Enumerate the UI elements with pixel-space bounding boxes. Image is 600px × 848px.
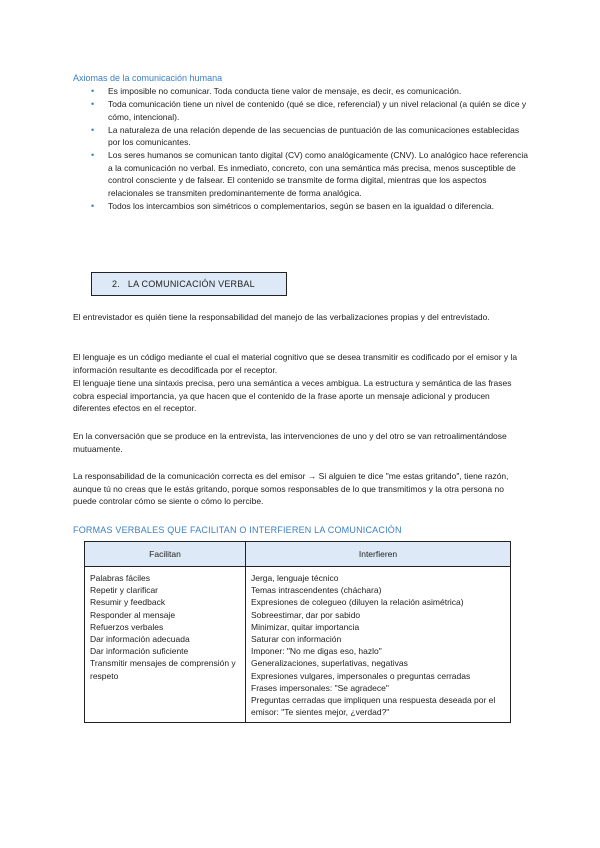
list-item: Temas intrascendentes (cháchara) [251, 585, 382, 596]
list-item [73, 200, 533, 213]
axiom-text: Toda comunicación tiene un nivel de contenido (qué se dice, referencial) y un nivel relacional (a quién se dice y cómo, intencional). [108, 99, 527, 122]
list-item: Dar información adecuada [90, 634, 190, 645]
axioms-list [73, 85, 533, 213]
list-item: Frases impersonales: "Se agradece" [251, 682, 389, 693]
axiom-text: Los seres humanos se comunican tanto digital (CV) como analógicamente (CNV). Lo analógico hace referencia a la comunicación no verbal. Es inmediato, concreto, con una semántica más precisa, menos susceptible de control consciente y de falsear. El contenido se transmite de forma digital, mientras que los aspectos relacionales se transmiten predominantemente de forma analógica. [108, 150, 529, 198]
list-item: Resumir y feedback [90, 597, 166, 608]
axiom-text: La naturaleza de una relación depende de las secuencias de puntuación de las comunicaciones establecidas por los comunicantes. [108, 124, 520, 147]
header-interfieren: Interfieren [246, 542, 511, 567]
bullet-icon: • [91, 86, 95, 96]
list-item [73, 149, 533, 199]
table-row [85, 567, 511, 723]
list-item: Preguntas cerradas que impliquen una respuesta deseada por el emisor: "Te sientes mejor, ¿verdad?" [251, 695, 496, 718]
axioms-title: Axiomas de la comunicación humana [73, 73, 223, 83]
list-item: Minimizar, quitar importancia [251, 621, 360, 632]
list-item: Repetir y clarificar [90, 585, 159, 596]
section-title: LA COMUNICACIÓN VERBAL [127, 278, 255, 289]
section-number: 2. [112, 278, 120, 289]
list-item: Expresiones vulgares, impersonales o preguntas cerradas [251, 670, 471, 681]
header-facilitan: Facilitan [85, 542, 246, 567]
list-item [73, 85, 533, 98]
list-item: Dar información suficiente [90, 646, 189, 657]
list-item: Responder al mensaje [90, 609, 176, 620]
list-item: Imponer: "No me digas eso, hazlo" [251, 646, 382, 657]
list-item: Jerga, lenguaje técnico [251, 573, 339, 583]
bullet-icon: • [91, 99, 95, 109]
bullet-icon: • [91, 200, 95, 211]
forms-table [84, 541, 511, 723]
list-item [73, 124, 533, 149]
table-header-row [85, 542, 511, 567]
paragraph-lenguaje-sintaxis: El lenguaje tiene una sintaxis precisa, pero una semántica a veces ambigua. La estructura y semántica de las frases cobra especial importancia, ya que hacen que el contenido de la frase aporte un mensaje adicional y producen diferentes efectos en el receptor. [73, 378, 512, 413]
paragraph-conversacion: En la conversación que se produce en la entrevista, las intervenciones de uno y del otro se van retroalimentándose mutuamente. [73, 431, 507, 454]
list-item: Saturar con información [251, 634, 342, 645]
paragraph-entrevistador: El entrevistador es quién tiene la responsabilidad del manejo de las verbalizaciones propias y del entrevistado. [73, 312, 490, 322]
bullet-icon: • [91, 124, 95, 135]
bullet-icon: • [91, 150, 95, 160]
facilitan-cell [85, 567, 246, 723]
list-item [73, 98, 533, 123]
list-item: Palabras fáciles [90, 573, 151, 583]
list-item: Generalizaciones, superlativas, negativas [251, 658, 408, 669]
list-item: Expresiones de colegueo (diluyen la relación asimétrica) [251, 597, 464, 608]
forms-title: FORMAS VERBALES QUE FACILITAN O INTERFIEREN LA COMUNICACIÓN [73, 525, 402, 535]
paragraph-lenguaje-codigo: El lenguaje es un código mediante el cual el material cognitivo que se desea transmitir es codificado por el emisor y la información resultante es decodificada por el receptor. [73, 352, 518, 375]
paragraph-responsabilidad: La responsabilidad de la comunicación correcta es del emisor → Si alguien te dice "me estas gritando", tiene razón, aunque tú no creas que le estás gritando, porque somos responsables de lo que transmitimos y la otra persona no puede controlar cómo se siente o cómo lo percibe. [73, 471, 509, 506]
section-heading [91, 272, 287, 296]
list-item: Transmitir mensajes de comprensión y respeto [90, 658, 236, 681]
list-item: Refuerzos verbales [90, 621, 164, 632]
list-item: Sobreestimar, dar por sabido [251, 609, 361, 620]
axiom-text: Es imposible no comunicar. Toda conducta tiene valor de mensaje, es decir, es comunicación. [108, 86, 462, 96]
interfieren-cell [246, 567, 511, 723]
axiom-text: Todos los intercambios son simétricos o complementarios, según se basen en la igualdad o diferencia. [108, 200, 495, 211]
